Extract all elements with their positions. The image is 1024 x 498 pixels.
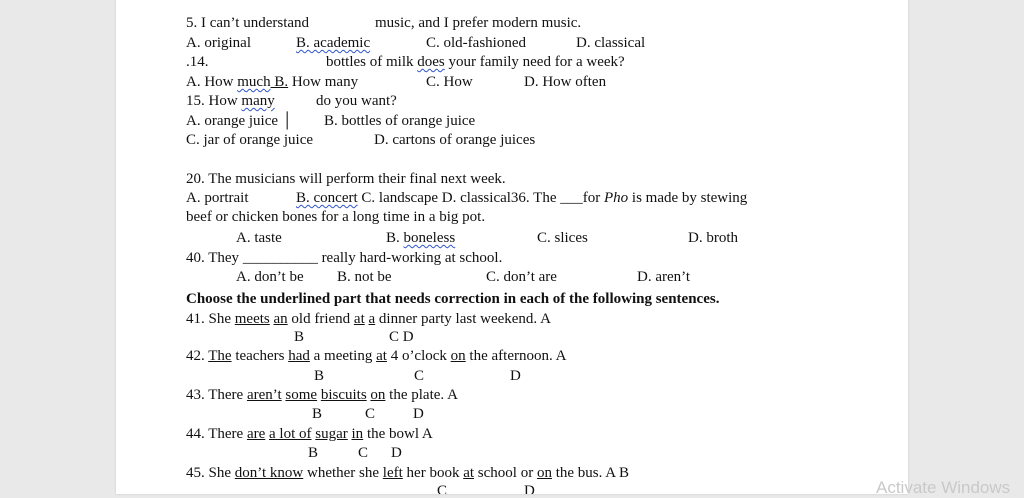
q36-option-b: B. boneless: [386, 230, 456, 246]
q43-sentence: 43. There aren’t some biscuits on the plate. A: [186, 387, 458, 403]
q15-option-c: C. jar of orange juice: [186, 132, 314, 148]
q20-stem: 20. The musicians will perform their final next week.: [186, 171, 506, 187]
q40-option-c: C. don’t are: [486, 269, 557, 285]
q15-stem-start: 15. How many: [186, 93, 275, 109]
q36-stem-continued: beef or chicken bones for a long time in a big pot.: [186, 209, 486, 225]
q44-sentence: 44. There are a lot of sugar in the bowl A: [186, 426, 433, 442]
q44-label-b: B: [308, 445, 319, 461]
q15-stem-end: do you want?: [316, 93, 397, 109]
q40-option-b: B. not be: [337, 269, 392, 285]
q14-number: .14.: [186, 54, 209, 70]
q42-label-c: C: [414, 368, 425, 384]
q5-option-b: B. academic: [296, 35, 371, 51]
q36-option-c: C. slices: [537, 230, 588, 246]
q44-label-d: D: [391, 445, 402, 461]
q20-option-a: A. portrait: [186, 190, 249, 206]
q43-label-d: D: [413, 406, 424, 422]
q5-option-a: A. original: [186, 35, 251, 51]
q14-option-d: D. How often: [524, 74, 607, 90]
q42-label-b: B: [314, 368, 325, 384]
q42-label-d: D: [510, 368, 521, 384]
q15-option-d: D. cartons of orange juices: [374, 132, 536, 148]
q5-stem-end: music, and I prefer modern music.: [375, 15, 582, 31]
q15-option-b: B. bottles of orange juice: [324, 113, 476, 129]
q44-label-c: C: [358, 445, 369, 461]
q45-label-d: D: [524, 483, 535, 494]
q5-option-c: C. old-fashioned: [426, 35, 526, 51]
q43-label-c: C: [365, 406, 376, 422]
q15-option-a: A. orange juice │: [186, 113, 293, 129]
q43-label-b: B: [312, 406, 323, 422]
q41-label-b: B: [294, 329, 305, 345]
q40-stem: 40. They __________ really hard-working at school.: [186, 250, 503, 266]
q41-sentence: 41. She meets an old friend at a dinner party last weekend. A: [186, 311, 551, 327]
section-instruction: Choose the underlined part that needs correction in each of the following sentences.: [186, 291, 720, 307]
q14-options-ab: A. How much B. How many: [186, 74, 359, 90]
q20-options-bcd-q36: B. concert C. landscape D. classical36. The ___for Pho is made by stewing: [296, 190, 748, 206]
q5-stem-start: 5. I can’t understand: [186, 15, 310, 31]
q14-option-c: C. How: [426, 74, 473, 90]
q45-label-c: C: [437, 483, 448, 494]
q42-sentence: 42. The teachers had a meeting at 4 o’clock on the afternoon. A: [186, 348, 567, 364]
q5-option-d: D. classical: [576, 35, 646, 51]
q14-stem: bottles of milk does your family need for a week?: [326, 54, 625, 70]
activate-windows-watermark: Activate Windows: [876, 478, 1011, 497]
q36-option-d: D. broth: [688, 230, 738, 246]
q40-option-d: D. aren’t: [637, 269, 691, 285]
q45-sentence: 45. She don’t know whether she left her book at school or on the bus. A B: [186, 465, 630, 481]
q40-option-a: A. don’t be: [236, 269, 304, 285]
q36-option-a: A. taste: [236, 230, 282, 246]
q41-label-cd: C D: [389, 329, 414, 345]
document-page: [116, 0, 908, 494]
